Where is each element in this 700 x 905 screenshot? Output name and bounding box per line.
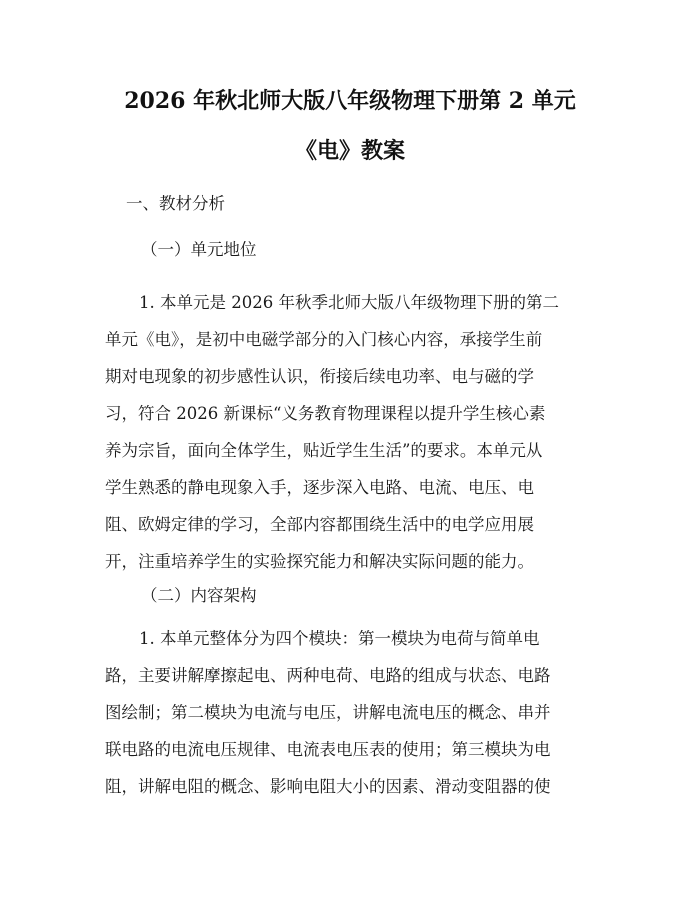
subsection-heading-unit-position: （一）单元地位 (141, 240, 257, 259)
paragraph-content-structure (105, 620, 600, 805)
paragraph-line: 期对电现象的初步感性认识，衔接后续电功率、电与磁的学 (105, 367, 534, 386)
paragraph-line: 阻，讲解电阻的概念、影响电阻大小的因素、滑动变阻器的使 (105, 777, 551, 796)
paragraph-line: 图绘制；第二模块为电流与电压，讲解电流电压的概念、串并 (105, 703, 551, 722)
paragraph-line: 开，注重培养学生的实验探究能力和解决实际问题的能力。 (105, 552, 534, 571)
paragraph-line: 学生熟悉的静电现象入手，逐步深入电路、电流、电压、电 (105, 478, 534, 497)
paragraph-line: 习，符合 2026 新课标“义务教育物理课程以提升学生核心素 (105, 404, 546, 423)
paragraph-line: 养为宗旨，面向全体学生，贴近学生生活”的要求。本单元从 (105, 441, 543, 460)
document-title-line-1: 2026 年秋北师大版八年级物理下册第 2 单元 (124, 88, 576, 114)
paragraph-line: 联电路的电流电压规律、电流表电压表的使用；第三模块为电 (105, 740, 551, 759)
paragraph-line: 1. 本单元是 2026 年秋季北师大版八年级物理下册的第二 (139, 293, 559, 312)
paragraph-line: 阻、欧姆定律的学习，全部内容都围绕生活中的电学应用展 (105, 515, 534, 534)
paragraph-line: 路，主要讲解摩擦起电、两种电荷、电路的组成与状态、电路 (105, 666, 551, 685)
paragraph-line: 1. 本单元整体分为四个模块：第一模块为电荷与简单电 (139, 629, 540, 648)
subsection-heading-content-structure: （二）内容架构 (141, 586, 257, 605)
section-heading-textbook-analysis: 一、教材分析 (126, 194, 225, 213)
paragraph-line: 单元《电》，是初中电磁学部分的入门核心内容，承接学生前 (105, 330, 543, 349)
document-title-line-2: 《电》教案 (294, 138, 405, 164)
paragraph-unit-position (105, 284, 600, 580)
